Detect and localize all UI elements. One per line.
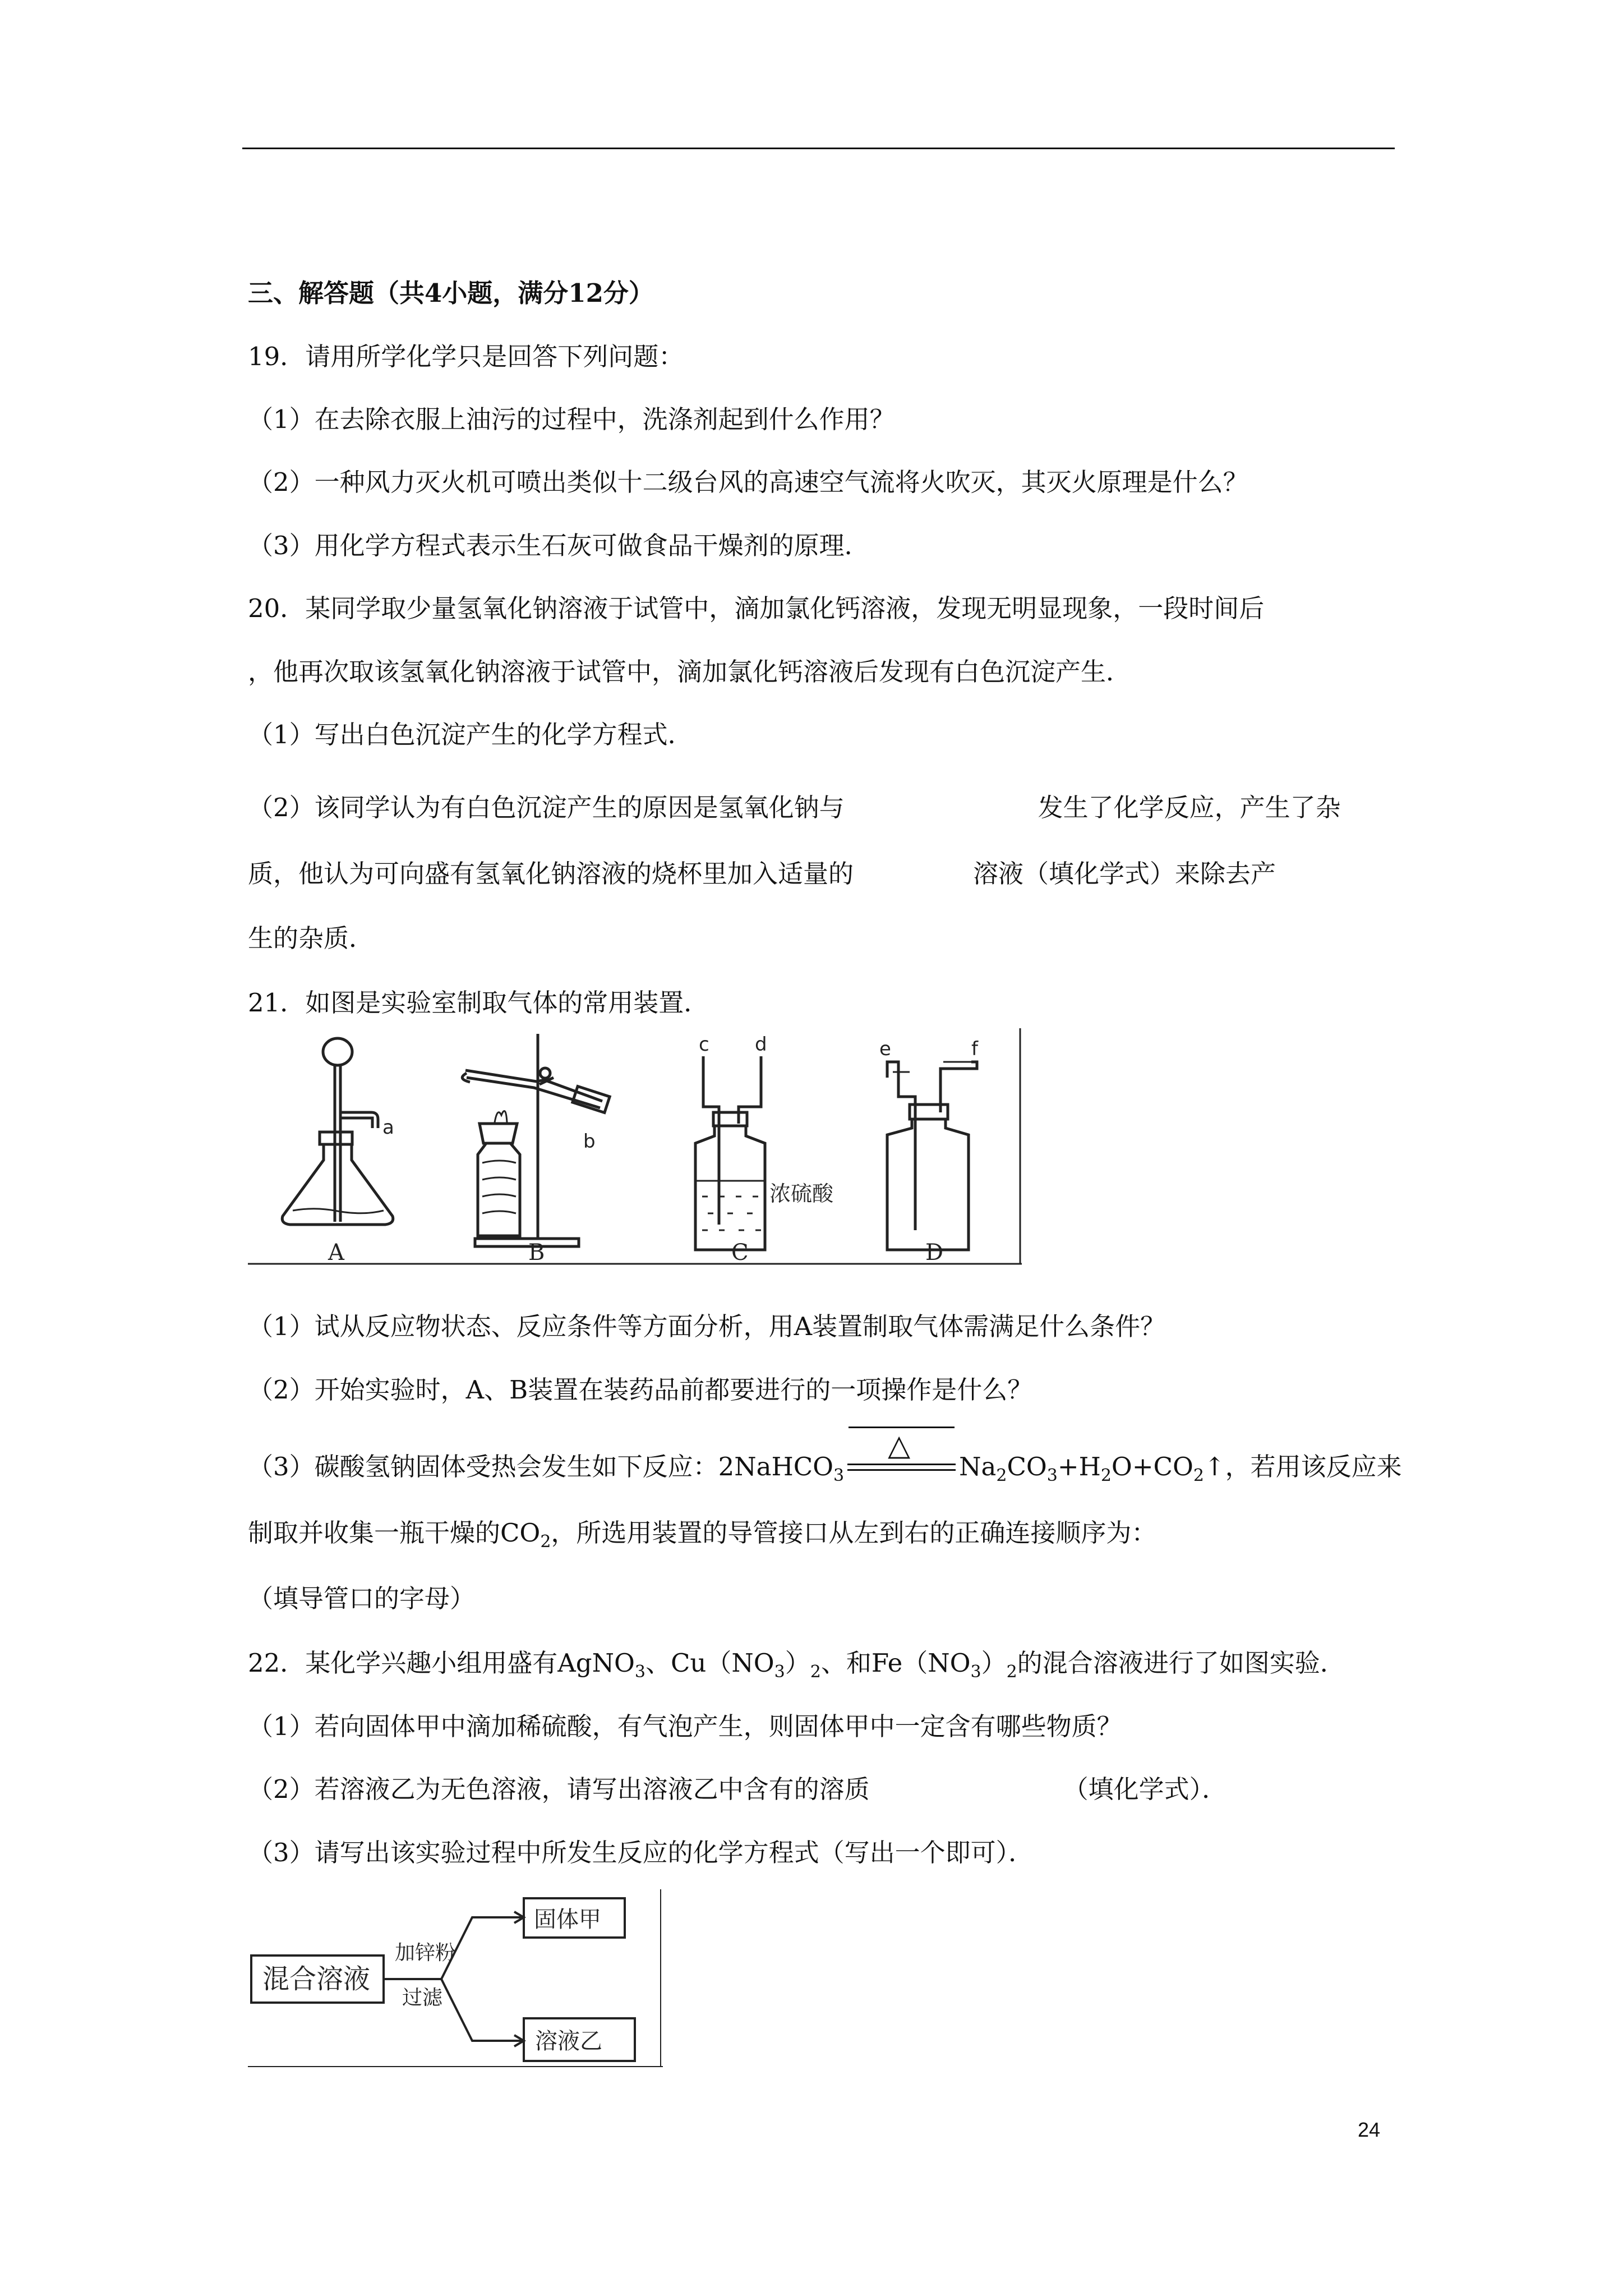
experiment-flowchart [248,1889,663,2069]
q21-equation-product-1: Na [959,1452,997,1481]
reaction-condition-arrow [844,1429,959,1484]
flow-solid-label: 固体甲 [534,1907,601,1932]
q22-stem-text: 22．某化学兴趣小组用盛有AgNO [248,1648,635,1678]
flow-solution-label: 溶液乙 [535,2028,602,2054]
q21-stem: 21．如图是实验室制取气体的常用装置． [248,988,709,1018]
port-label-f: f [971,1038,978,1060]
q20-part-2-line-1 [248,791,1341,825]
q21-part-3-text-b: ，所选用装置的导管接口从左到右的正确连接顺序为： [551,1518,1157,1548]
gas-apparatus-figure [248,1028,1022,1275]
q21-equation-sub: 3 [1046,1466,1058,1485]
q21-part-1: （1）试从反应物状态、反应条件等方面分析，用A装置制取气体需满足什么条件？ [248,1312,1166,1341]
q21-part-3-text-a: 制取并收集一瓶干燥的CO [248,1518,541,1548]
q22-stem-sub: 3 [634,1662,645,1682]
q22-stem-sub: 2 [1006,1662,1017,1682]
q21-equation-reactant: （3）碳酸氢钠固体受热会发生如下反应：2NaHCO [248,1452,834,1481]
acid-label: 浓硫酸 [769,1181,834,1206]
apparatus-label-a: A [328,1240,344,1266]
page-number: 24 [1358,2118,1381,2141]
header-rule [242,148,1395,149]
q21-equation-sub: 2 [996,1466,1007,1485]
port-label-d: d [755,1033,767,1056]
q21-part-3-tail: ↑，若用该反应来 [1204,1452,1402,1481]
q20-stem-line-1: 20．某同学取少量氢氧化钠溶液于试管中，滴加氯化钙溶液，发现无明显现象，一段时间后 [248,593,1265,623]
q21-equation-sub: 3 [833,1466,845,1485]
q21-part-3-line-2 [248,1516,1156,1559]
q22-part-1: （1）若向固体甲中滴加稀硫酸，有气泡产生，则固体甲中一定含有哪些物质？ [248,1711,1122,1741]
heat-symbol: △ [888,1429,911,1462]
q22-stem-text: ） [981,1648,1007,1678]
q20-part-2-text-b: 发生了化学反应，产生了杂 [1038,793,1341,822]
q22-stem-text: 、Cu（NO [645,1648,774,1678]
q19-part-2: （2）一种风力灭火机可喷出类似十二级台风的高速空气流将火吹灭，其灭火原理是什么？ [248,467,1248,497]
apparatus-label-c: C [731,1240,749,1266]
q22-stem-text: 、和Fe（NO [820,1648,971,1678]
q21-part-3-line-1 [248,1429,1402,1493]
q20-stem-line-2: ，他再次取该氢氧化钠溶液于试管中，滴加氯化钙溶液后发现有白色沉淀产生． [248,657,1132,687]
q21-part-3-line-3: （填导管口的字母） [248,1584,476,1613]
q22-part-2 [248,1773,1227,1806]
apparatus-label-b: B [528,1240,545,1266]
port-label-e: e [879,1038,891,1060]
q22-stem-sub: 3 [970,1662,981,1682]
q21-equation-sub: 2 [1100,1466,1112,1485]
q22-stem [248,1646,1345,1689]
flow-condition-top: 加锌粉 [395,1941,456,1964]
q22-part-3: （3）请写出该实验过程中所发生反应的化学方程式（写出一个即可）． [248,1838,1034,1867]
q20-part-2-text-a: （2）该同学认为有白色沉淀产生的原因是氢氧化钠与 [248,793,845,822]
q22-stem-text: 的混合溶液进行了如图实验． [1017,1648,1345,1678]
port-label-a: a [382,1116,394,1139]
q22-stem-sub: 2 [810,1662,821,1682]
port-label-b: b [583,1130,596,1153]
q22-part-2-text-a: （2）若溶液乙为无色溶液，请写出溶液乙中含有的溶质 [248,1774,870,1804]
q21-equation-product-4: O+CO [1111,1452,1193,1481]
apparatus-label-d: D [925,1240,944,1266]
q21-equation-product-3: +H [1057,1452,1101,1481]
q20-part-2-text-c: 质，他认为可向盛有氢氧化钠溶液的烧杯里加入适量的 [248,859,854,889]
q19-stem: 19．请用所学化学只是回答下列问题： [248,342,684,371]
q22-stem-sub: 3 [774,1662,785,1682]
q21-equation-sub: 2 [1193,1466,1204,1485]
q21-equation-product-2: CO [1007,1452,1047,1481]
q20-part-2-text-d: 溶液（填化学式）来除去产 [973,859,1276,889]
q19-part-1: （1）在去除衣服上油污的过程中，洗涤剂起到什么作用？ [248,404,895,434]
q22-stem-text: ） [785,1648,810,1678]
q19-part-3: （3）用化学方程式表示生石灰可做食品干燥剂的原理． [248,531,870,560]
q20-part-1: （1）写出白色沉淀产生的化学方程式． [248,720,693,749]
q20-part-2-line-3: 生的杂质． [248,923,375,953]
q20-part-2-line-2 [248,857,1276,891]
port-label-c: c [699,1033,709,1056]
q21-part-3-sub: 2 [540,1532,551,1552]
section-title: 三、解答题（共4小题，满分12分） [248,278,654,308]
q22-part-2-text-b: （填化学式）． [1063,1774,1228,1804]
flow-condition-bottom: 过滤 [402,1986,443,2009]
q21-part-2: （2）开始实验时，A、B装置在装药品前都要进行的一项操作是什么？ [248,1375,1033,1405]
flow-start-label: 混合溶液 [262,1963,371,1995]
